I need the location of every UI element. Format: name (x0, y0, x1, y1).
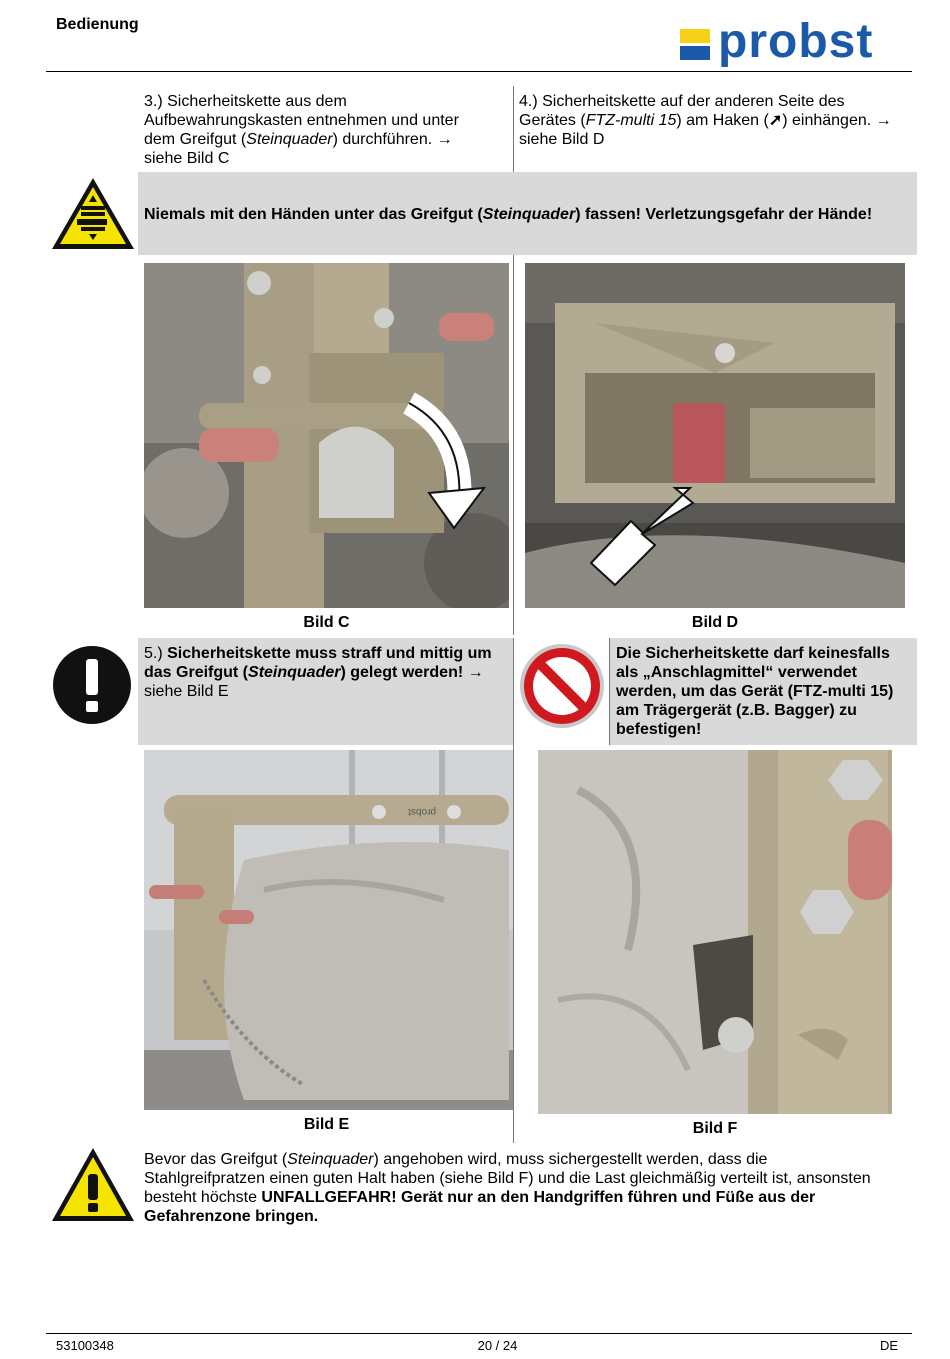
warning-accident-text: Bevor das Greifgut (Steinquader) angehoben wird, muss sichergestellt werden, dass die Stahlgreifpratzen einen guten Halt haben (siehe Bild F) und die Last gleichmäßig verteilt ist, ansonsten besteht höchste UNFALLGEFAHR! Gerät nur an den Handgriffen führen und Füße aus der Gefahrenzone bringen. (144, 1151, 871, 1225)
exclamation-icon (52, 645, 132, 725)
photo-bild-c (144, 263, 509, 608)
photo-bild-f (538, 750, 892, 1114)
column-divider (513, 745, 514, 1143)
plate-label: probst (408, 806, 436, 817)
logo-wordmark: probst (718, 15, 874, 68)
step5-text: 5.) Sicherheitskette muss straff und mittig um das Greifgut (Steinquader) gelegt werden! → siehe Bild E (144, 645, 492, 700)
hand-crush-warning-icon (50, 176, 136, 252)
logo-blue-bar (680, 46, 710, 60)
prohibition-icon (519, 643, 605, 729)
hook-arrow-icon: ➚ (768, 112, 783, 129)
language-code: DE (880, 1338, 899, 1353)
prohibition-text: Die Sicherheitskette darf keinesfalls als „Anschlagmittel“ verwendet werden, um das Gerät (FTZ-multi 15) am Trägergerät (z.B. Bagger) zu befestigen! (616, 645, 894, 738)
column-divider (513, 255, 514, 635)
doc-number: 53100348 (56, 1338, 114, 1353)
footer-rule (46, 1333, 912, 1334)
caption-bild-e: Bild E (303, 1116, 350, 1133)
photo-bild-e (144, 750, 513, 1110)
logo-yellow-bar (680, 29, 710, 43)
caption-bild-d: Bild D (691, 614, 739, 631)
photo-bild-d (525, 263, 905, 608)
prohibition-divider (609, 638, 610, 745)
caption-bild-c: Bild C (303, 614, 350, 631)
probst-logo (680, 15, 906, 68)
step4-text: 4.) Sicherheitskette auf der anderen Seite des Gerätes (FTZ-multi 15) am Haken (➚) einhängen. → siehe Bild D (519, 93, 892, 148)
caption-bild-f: Bild F (692, 1120, 738, 1137)
page-number: 20 / 24 (477, 1338, 518, 1353)
header-rule (46, 71, 912, 72)
step3-text: 3.) Sicherheitskette aus dem Aufbewahrungskasten entnehmen und unter dem Greifgut (Steinquader) durchführen. → siehe Bild C (144, 93, 459, 167)
section-title: Bedienung (56, 16, 139, 33)
general-warning-icon (50, 1146, 136, 1224)
column-divider (513, 86, 514, 172)
warning-hands-text: Niemals mit den Händen unter das Greifgut (Steinquader) fassen! Verletzungsgefahr der Hände! (144, 206, 873, 223)
column-divider (513, 638, 514, 745)
